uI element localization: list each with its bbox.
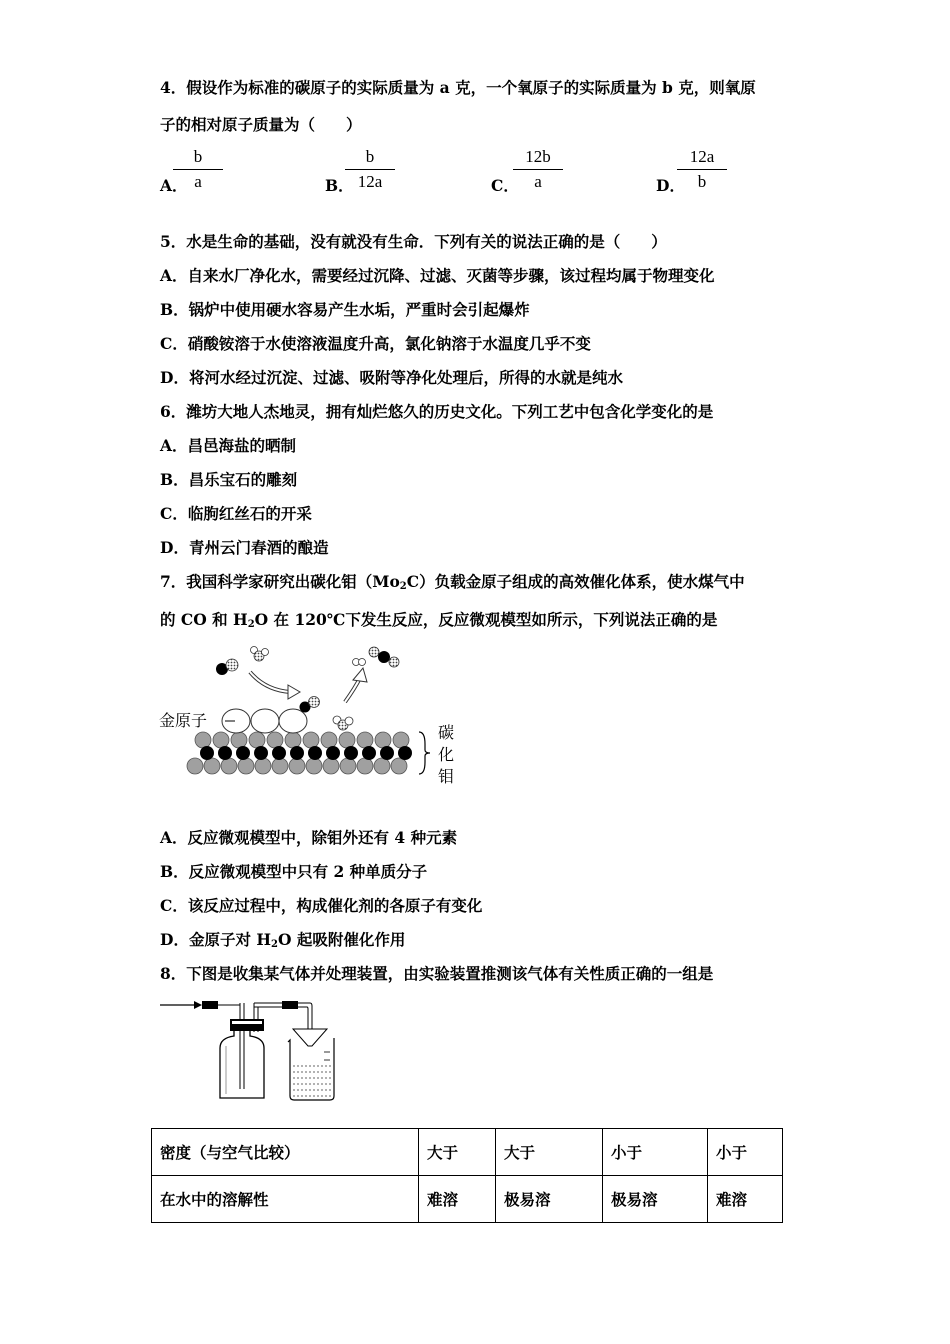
denominator: a: [194, 172, 202, 191]
fraction: [677, 147, 727, 193]
table-cell: 小于: [708, 1129, 783, 1176]
q5-stem: 5．水是生命的基础，没有就没有生命．下列有关的说法正确的是（ ）: [160, 232, 667, 251]
denominator: b: [697, 172, 707, 191]
carbide-label-3: 钼: [438, 767, 455, 786]
q7-stem-line2: 的 CO 和 $H_2O$ 在 120℃下发生反应，反应微观模型如所示，下列说法正确的是: [160, 610, 718, 630]
table-cell: 极易溶: [496, 1176, 603, 1223]
q6-option-a[interactable]: A．昌邑海盐的晒制: [160, 436, 297, 455]
gold-atom-label: 金原子: [159, 711, 208, 730]
catalysis-model-figure: [155, 640, 465, 790]
carbide-label-1: 碳: [438, 723, 455, 742]
q7-option-c[interactable]: C．该反应过程中，构成催化剂的各原子有变化: [160, 896, 483, 915]
gas-properties-table: [151, 1128, 783, 1223]
q7-option-b[interactable]: B．反应微观模型中只有 2 种单质分子: [160, 862, 428, 881]
table-cell: 密度（与空气比较）: [152, 1129, 419, 1176]
q5-option-d[interactable]: D．将河水经过沉淀、过滤、吸附等净化处理后，所得的水就是纯水: [160, 368, 623, 387]
q6-option-c[interactable]: C．临朐红丝石的开采: [160, 504, 312, 523]
q8-stem: 8．下图是收集某气体并处理装置，由实验装置推测该气体有关性质正确的一组是: [160, 964, 714, 983]
denominator: 12a: [357, 172, 383, 191]
option-label: C．: [491, 176, 519, 195]
numerator: 12b: [513, 147, 563, 170]
denominator: a: [534, 172, 542, 191]
q5-option-c[interactable]: C．硝酸铵溶于水使溶液温度升高，氯化钠溶于水温度几乎不变: [160, 334, 591, 353]
fraction: [513, 147, 563, 193]
table-row: [152, 1176, 783, 1223]
numerator: 12a: [677, 147, 727, 170]
q5-option-b[interactable]: B．锅炉中使用硬水容易产生水垢，严重时会引起爆炸: [160, 300, 530, 319]
q6-option-d[interactable]: D．青州云门春酒的酿造: [160, 538, 329, 557]
q5-option-a[interactable]: A．自来水厂净化水，需要经过沉降、过滤、灭菌等步骤，该过程均属于物理变化: [160, 266, 715, 285]
q7-stem-line1: 7．我国科学家研究出碳化钼$(Mo_2C)$负载金原子组成的高效催化体系，使水煤气中: [160, 572, 745, 592]
fraction: [345, 147, 395, 193]
table-cell: 大于: [496, 1129, 603, 1176]
q4-stem-line2: 子的相对原子质量为（ ）: [160, 115, 362, 134]
table-cell: 难溶: [708, 1176, 783, 1223]
gas-collection-apparatus: [160, 994, 350, 1104]
q6-stem: 6．潍坊大地人杰地灵，拥有灿烂悠久的历史文化。下列工艺中包含化学变化的是: [160, 402, 714, 421]
q7-option-a[interactable]: A．反应微观模型中，除钼外还有 4 种元素: [160, 828, 458, 847]
q7-option-d[interactable]: D．金原子对 $H_2O$ 起吸附催化作用: [160, 930, 406, 950]
option-label: A．: [160, 176, 188, 195]
option-label: B．: [325, 176, 354, 195]
q6-option-b[interactable]: B．昌乐宝石的雕刻: [160, 470, 298, 489]
table-cell: 在水中的溶解性: [152, 1176, 419, 1223]
table-cell: 难溶: [419, 1176, 496, 1223]
q4-stem-line1: 4．假设作为标准的碳原子的实际质量为 a 克，一个氧原子的实际质量为 b 克，则氧原: [160, 78, 756, 97]
option-label: D．: [656, 176, 685, 195]
table-cell: 极易溶: [603, 1176, 708, 1223]
carbide-label-2: 化: [438, 745, 455, 764]
table-row: [152, 1129, 783, 1176]
table-cell: 大于: [419, 1129, 496, 1176]
fraction: [173, 147, 223, 193]
table-cell: 小于: [603, 1129, 708, 1176]
numerator: b: [345, 147, 395, 170]
numerator: b: [173, 147, 223, 170]
